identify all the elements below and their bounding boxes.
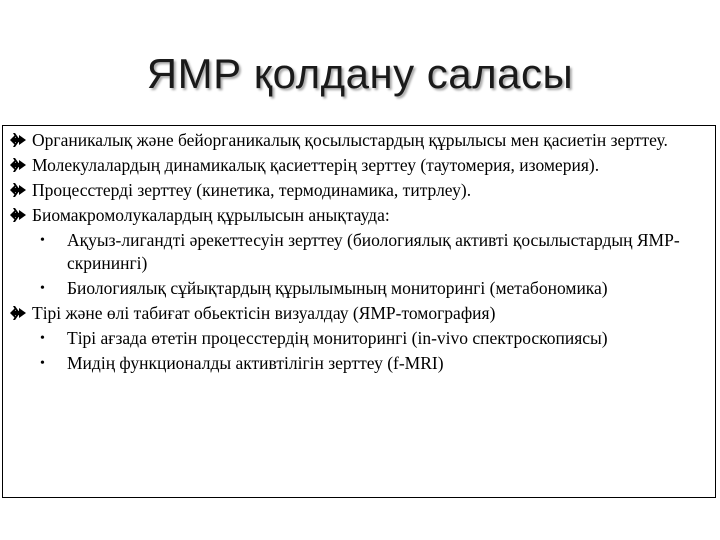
list-item-text: Тірі және өлі табиғат обьектісін визуалдау (ЯМР-томография) [32, 303, 496, 323]
list-item-text: Тірі ағзада өтетін процесстердің мониторингі (in-vivo спектроскопиясы) [67, 328, 608, 348]
list-item-text: Мидің функционалды активтілігін зерттеу (f-MRI) [67, 353, 444, 373]
list-item [9, 277, 709, 300]
diamond-arrow-bullet-icon [9, 204, 29, 227]
round-bullet-icon: • [40, 331, 45, 346]
list-item [9, 229, 709, 275]
list-item [9, 327, 709, 350]
diamond-arrow-bullet-icon [9, 129, 29, 152]
diamond-arrow-bullet-icon [9, 302, 29, 325]
list-item-text: Биологиялық сұйықтардың құрылымының мониторингі (метабономика) [67, 278, 608, 298]
list-item [9, 154, 709, 177]
round-bullet-icon: • [40, 281, 45, 296]
round-bullet-icon: • [40, 233, 45, 248]
list-item-text: Молекулалардың динамикалық қасиеттерің зерттеу (таутомерия, изомерия). [32, 155, 600, 175]
diamond-arrow-bullet-icon [9, 179, 29, 202]
list-item [9, 204, 709, 227]
list-item [9, 302, 709, 325]
content-box [2, 125, 716, 498]
list-item-text: Биомакромолукалардың құрылысын анықтауда: [32, 205, 390, 225]
list-item-text: Процесстерді зерттеу (кинетика, термодинамика, титрлеу). [32, 180, 472, 200]
list-item [9, 129, 709, 152]
list-item-text: Ақуыз-лигандті әрекеттесуін зерттеу (биологиялық активті қосылыстардың ЯМР-скринингі) [67, 230, 680, 273]
round-bullet-icon: • [40, 356, 45, 371]
list-item [9, 179, 709, 202]
diamond-arrow-bullet-icon [9, 154, 29, 177]
list-item [9, 352, 709, 375]
slide-title: ЯМР қолдану саласы [146, 50, 574, 97]
list-item-text: Органикалық және бейорганикалық қосылыстардың құрылысы мен қасиетін зерттеу. [32, 130, 668, 150]
